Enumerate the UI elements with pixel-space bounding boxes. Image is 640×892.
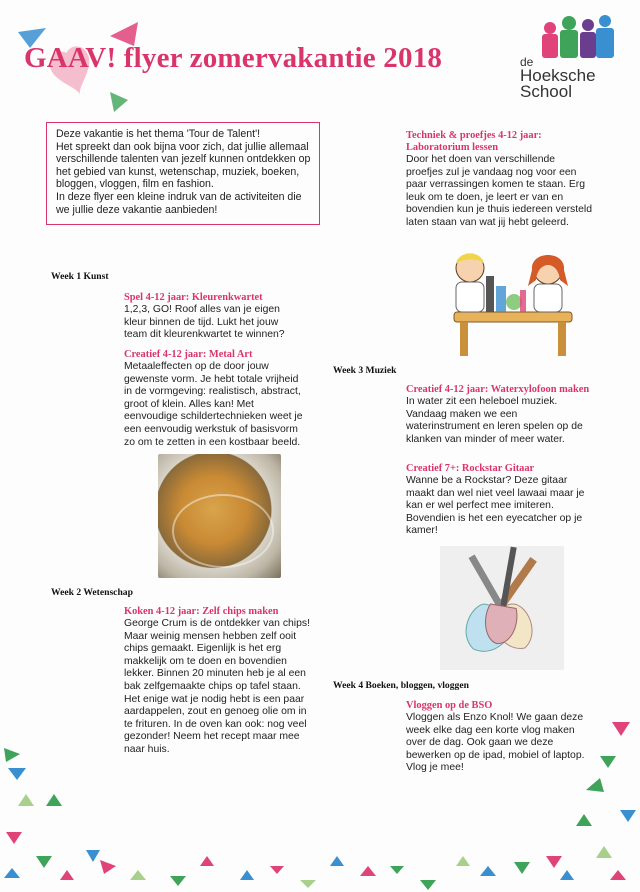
week1-activity-1-body: 1,2,3, GO! Roof alles van je eigen kleur binnen de tijd. Lukt het jouw team dit kleurenkwartet te winnen? [124, 304, 285, 341]
week3-activity-1-body: In water zit een heleboel muziek. Vandaag maken we een waterinstrument en leren spelen op de klanken van minder of meer water. [406, 396, 583, 445]
school-logo-text [520, 56, 596, 100]
guitar-illustration [440, 546, 564, 670]
week4-activity-1-body: Vloggen als Enzo Knol! We gaan deze week elke dag een korte vlog maken over de dag. Ook gaan we deze bewerken op de ipad, mobiel of laptop. Vlog je mee! [406, 712, 585, 774]
intro-line-2: Het spreekt dan ook bijna voor zich, dat jullie allemaal [56, 140, 309, 153]
week1-activity-1 [124, 292, 304, 342]
science-activity-body: Door het doen van verschillende proefjes zul je vandaag nog voor een paar verrassingen komen te staan. Erg leuk om te doen, je leert er van en bovendien kun je thuis iedereen versteld laten staan van wat jij hebt geleerd. [406, 154, 593, 228]
week4-activity-1 [406, 700, 592, 775]
science-activity [406, 130, 592, 230]
week4-activity-1-title: Vloggen op de BSO [406, 700, 493, 711]
intro-line-1: Deze vakantie is het thema 'Tour de Talent'! [56, 128, 261, 140]
science-activity-title: Techniek & proefjes 4-12 jaar: Laboratorium lessen [406, 130, 542, 153]
week3-activity-2 [406, 463, 588, 538]
logo-line-school: School [520, 82, 572, 101]
guitars-icon [440, 546, 564, 670]
week3-heading: Week 3 Muziek [333, 365, 397, 376]
week1-activity-2-title: Creatief 4-12 jaar: Metal Art [124, 349, 253, 360]
week3-activity-2-body: Wanne be a Rockstar? Deze gitaar maakt dan wel niet veel lawaai maar je kan er wel perfect mee imiteren. Bovendien is het een eyecatcher op je kamer! [406, 475, 585, 537]
logo-line-de: de [520, 55, 534, 69]
bowl-rim [172, 494, 274, 568]
week2-activity-1-title: Koken 4-12 jaar: Zelf chips maken [124, 606, 279, 617]
week2-activity-1-body: George Crum is de ontdekker van chips! Maar weinig mensen hebben zelf ooit chips gemaakt. Eigenlijk is het erg makkelijk om te doen en bovendien lekker. Binnen 20 minuten heb je al een bak zelfgemaakte chips op tafel staan. Het enige wat je nodig hebt is een paar aardappelen, zout en genoeg olie om in te frituren. In de oven kan ook: nog veel gezonder! Neem het recept maar mee naar huis. [124, 618, 310, 755]
page-title: GAAV! flyer zomervakantie 2018 [24, 42, 443, 74]
week2-heading: Week 2 Wetenschap [51, 587, 133, 598]
week1-heading: Week 1 Kunst [51, 271, 109, 282]
week3-activity-2-title: Creatief 7+: Rockstar Gitaar [406, 463, 535, 474]
lab-kids-illustration [440, 246, 580, 358]
school-logo [540, 14, 616, 58]
logo-line-hoeksche: Hoeksche [520, 66, 596, 85]
intro-line-4: In deze flyer een kleine indruk van de activiteiten die we jullie deze vakantie aanbieden! [56, 190, 302, 216]
week1-activity-1-title: Spel 4-12 jaar: Kleurenkwartet [124, 292, 263, 303]
week1-activity-2-body: Metaaleffecten op de door jouw gewenste vorm. Je hebt totale vrijheid in de vormgeving: realistisch, abstract, groot of klein. Alles kan! Met eenvoudige schildertechnieken weet je een eenvoudig werkstuk of basisvorm zo om te zetten in een kostbaar beeld. [124, 361, 303, 448]
week3-activity-1-title: Creatief 4-12 jaar: Waterxylofoon maken [406, 384, 590, 395]
week1-activity-2 [124, 349, 309, 449]
week4-heading: Week 4 Boeken, bloggen, vloggen [333, 680, 469, 691]
chips-photo [158, 454, 281, 578]
week3-activity-1 [406, 384, 592, 446]
intro-box [46, 122, 320, 225]
week2-activity-1 [124, 606, 310, 757]
laboratory-kids-icon [440, 246, 580, 358]
logo-figures-icon [540, 14, 616, 60]
intro-line-3: verschillende talenten van jezelf kunnen ontdekken op het gebied van kunst, wetenschap, muziek, boeken, bloggen, vloggen, film en fashion. [56, 153, 311, 191]
